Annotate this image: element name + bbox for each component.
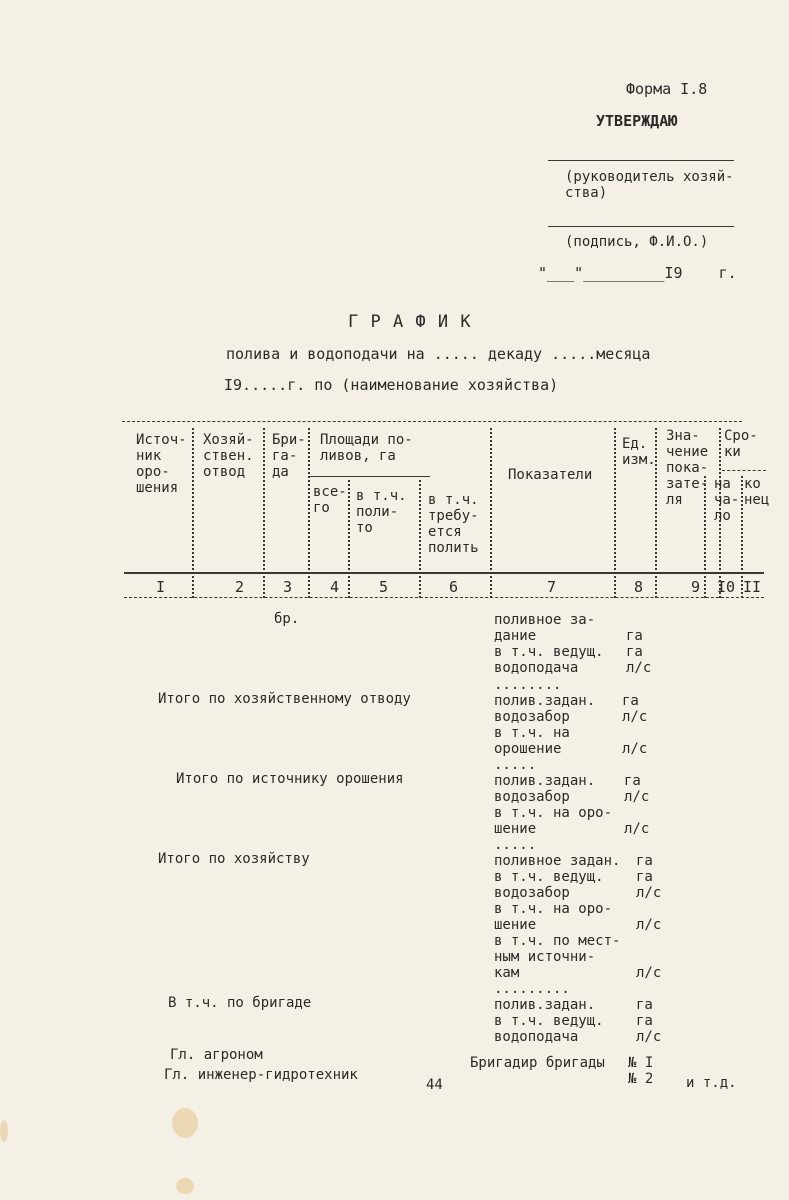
col-divider <box>263 428 265 598</box>
section-indicators: ..... полив.задан. водозабор в т.ч. на оро- шение <box>494 757 613 837</box>
head-caption: (руководитель хозяй- <box>565 169 734 185</box>
head-signature-line <box>548 160 734 161</box>
col-number: 7 <box>547 578 557 596</box>
col-header-unit: Ед. изм. <box>622 436 656 468</box>
brigade-number-1: № I <box>628 1055 654 1071</box>
approve-heading: УТВЕРЖДАЮ <box>596 112 678 130</box>
col-number: 5 <box>379 578 389 596</box>
total-source-label: Итого по источнику орошения <box>176 771 404 787</box>
paper-stain <box>172 1108 198 1138</box>
col-number: 2 <box>235 578 245 596</box>
section-indicators: ......... полив.задан. в т.ч. ведущ. водоподача <box>494 981 604 1045</box>
head-caption-cont: ства) <box>565 185 608 201</box>
total-farm-label: Итого по хозяйству <box>158 851 310 867</box>
col-header-farm-area: Хозяй- ствен. отвод <box>203 432 254 480</box>
section-units: га га л/с <box>636 997 662 1045</box>
col-divider <box>348 480 350 598</box>
signature-brigadier: Бригадир бригады <box>470 1055 605 1071</box>
section-indicators: ..... поливное задан. в т.ч. ведущ. водозабор в т.ч. на оро- шение в т.ч. по мест- ным источни- кам <box>494 837 621 981</box>
col-divider <box>614 428 616 598</box>
signature-line <box>548 226 734 227</box>
brigade-total-label: В т.ч. по бригаде <box>168 995 312 1011</box>
table-header-rule <box>124 572 764 574</box>
col-header-brigade: Бри- га- да <box>272 432 306 480</box>
table-numbers-rule <box>124 597 764 598</box>
table-top-rule <box>122 421 742 422</box>
col-header-end: ко нец <box>744 476 770 508</box>
col-number: 9 <box>691 578 701 596</box>
section-units: га л/с л/с <box>622 693 648 757</box>
total-farm-area-label: Итого по хозяйственному отводу <box>158 691 411 707</box>
col-number: 4 <box>330 578 340 596</box>
col-header-watered: в т.ч. поли- то <box>356 488 407 536</box>
col-number: 8 <box>634 578 644 596</box>
signature-agronomist: Гл. агроном <box>170 1047 263 1063</box>
col-number: I <box>156 578 166 596</box>
section-indicators: ........ полив.задан. водозабор в т.ч. на орошение <box>494 677 596 757</box>
col-divider <box>192 428 194 598</box>
brigade-label: бр. <box>274 611 300 627</box>
col-header-total: все- го <box>313 484 347 516</box>
signature-caption: (подпись, Ф.И.О.) <box>565 234 709 250</box>
document-title: Г Р А Ф И К <box>348 312 472 332</box>
section-units: га га л/с л/с л/с <box>636 853 662 981</box>
title-line-2: I9.....г. по (наименование хозяйства) <box>224 376 559 394</box>
col-header-areas-group: Площади по- ливов, га <box>320 432 413 464</box>
paper-stain <box>176 1178 194 1194</box>
col-header-source: Источ- ник оро- шения <box>136 432 187 496</box>
brigade-number-2: № 2 <box>628 1071 654 1087</box>
signature-hydro-engineer: Гл. инженер-гидротехник <box>164 1067 358 1083</box>
col-number: I0 <box>717 578 736 596</box>
areas-group-rule <box>310 476 430 477</box>
col-number: 3 <box>283 578 293 596</box>
approval-date: "___"_________I9 г. <box>538 264 737 282</box>
col-divider <box>308 428 310 598</box>
title-line-1: полива и водоподачи на ..... декаду .....месяца <box>226 345 651 363</box>
col-divider <box>419 480 421 598</box>
col-header-indicators: Показатели <box>508 467 593 483</box>
terms-group-rule <box>722 470 766 471</box>
col-header-terms-group: Сро- ки <box>724 428 758 460</box>
col-number: 6 <box>449 578 459 596</box>
section-units: га га л/с <box>626 628 652 676</box>
and-so-on: и т.д. <box>686 1075 737 1091</box>
section-indicators: поливное за- дание в т.ч. ведущ. водоподача <box>494 612 604 676</box>
col-header-start: на ча- ло <box>714 476 740 524</box>
col-header-value: Зна- чение пока- зате- ля <box>666 428 709 508</box>
section-units: га л/с л/с <box>624 773 650 837</box>
paper-stain <box>0 1120 8 1142</box>
page-number: 44 <box>426 1077 443 1093</box>
col-header-to-water: в т.ч. требу- ется полить <box>428 492 479 556</box>
col-divider <box>490 428 492 598</box>
form-number: Форма I.8 <box>626 80 708 98</box>
col-number: II <box>743 578 762 596</box>
